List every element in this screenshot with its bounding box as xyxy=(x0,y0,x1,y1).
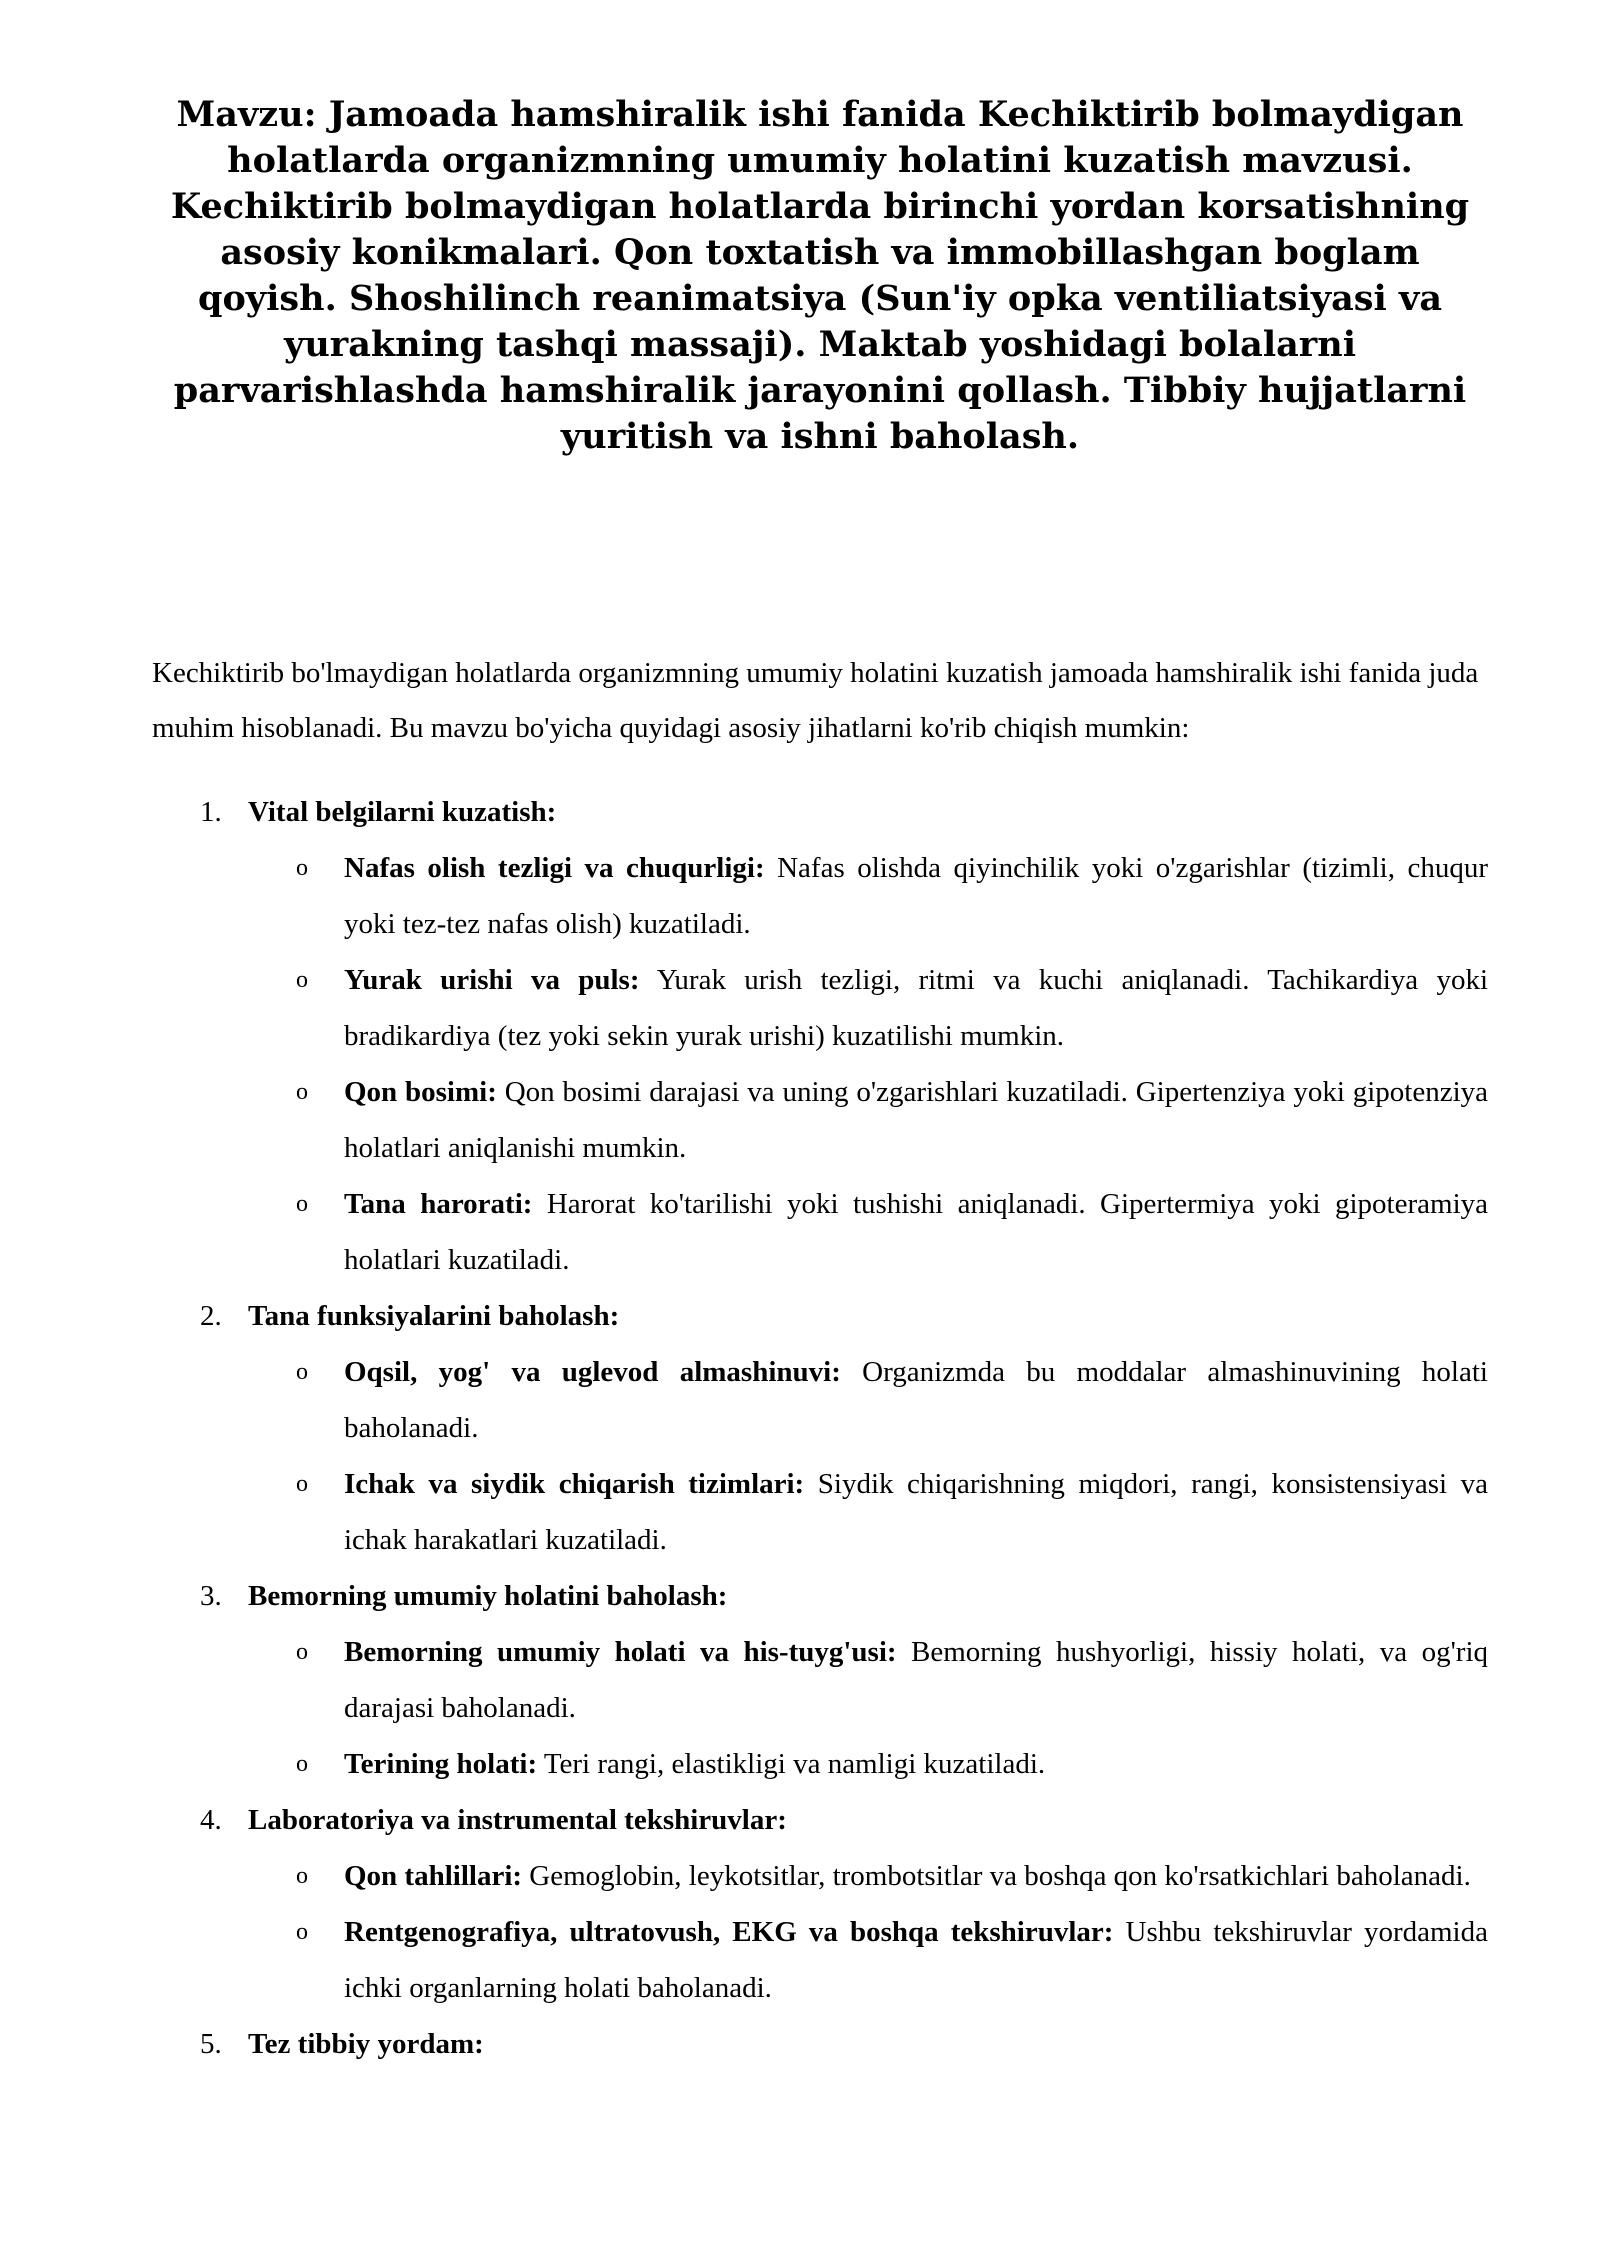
item-text: Gemoglobin, leykotsitlar, trombotsitlar va boshqa qon ko'rsatkichlari baholanadi. xyxy=(522,1860,1471,1892)
intro-paragraph: Kechiktirib bo'lmaydigan holatlarda organizmning umumiy holatini kuzatish jamoada hamshiralik ishi fanida juda muhim hisoblanadi. Bu mavzu bo'yicha quyidagi asosiy jihatlarni ko'rib chiqish mumkin: xyxy=(152,657,1479,744)
section-item xyxy=(152,784,1488,1288)
item-text: Yurak urish tezligi, ritmi va kuchi aniqlanadi. Tachikardiya yoki bradikardiya (tez yoki sekin yurak urishi) kuzatilishi mumkin. xyxy=(344,964,1488,1052)
list-item xyxy=(248,952,1488,1064)
sub-item-list xyxy=(248,1848,1488,2016)
bullet-icon: o xyxy=(296,1639,308,1665)
item-text: Bemorning hushyorligi, hissiy holati, va og'riq darajasi baholanadi. xyxy=(344,1636,1489,1724)
item-label: Oqsil, yog' va uglevod almashinuvi: xyxy=(344,1356,841,1388)
section-number: 1. xyxy=(200,796,222,828)
document-title: Mavzu: Jamoada hamshiralik ishi fanida Kechiktirib bolmaydigan holatlarda organizmning umumiy holatini kuzatish mavzusi. Kechiktirib bolmaydigan holatlarda birinchi yordan korsatishning asosiy konikmalari. Qon toxtatish va immobillashgan boglam qoyish. Shoshilinch reanimatsiya (Sun'iy opka ventiliatsiyasi va yurakning tashqi massaji). Maktab yoshidagi bolalarni parvarishlashda hamshiralik jarayonini qollash. Tibbiy hujjatlarni yuritish va ishni baholash. xyxy=(170,94,1470,457)
bullet-icon: o xyxy=(296,1079,308,1105)
section-title: Tez tibbiy yordam: xyxy=(248,2028,484,2060)
list-item xyxy=(248,1064,1488,1176)
bullet-icon: o xyxy=(296,1919,308,1945)
item-label: Yurak urishi va puls: xyxy=(344,964,640,996)
list-item xyxy=(248,840,1488,952)
section-title: Tana funksiyalarini baholash: xyxy=(248,1300,620,1332)
bullet-icon: o xyxy=(296,855,308,881)
numbered-section-list xyxy=(152,784,1488,2072)
item-label: Terining holati: xyxy=(344,1748,538,1780)
bullet-icon: o xyxy=(296,1359,308,1385)
section-number: 4. xyxy=(200,1804,222,1836)
item-text: Qon bosimi darajasi va uning o'zgarishlari kuzatiladi. Gipertenziya yoki gipotenziya holatlari aniqlanishi mumkin. xyxy=(344,1076,1489,1164)
item-text: Teri rangi, elastikligi va namligi kuzatiladi. xyxy=(537,1748,1046,1780)
list-item xyxy=(248,1624,1488,1736)
section-title: Vital belgilarni kuzatish: xyxy=(248,796,557,828)
sub-item-list xyxy=(248,1344,1488,1568)
list-item xyxy=(248,1176,1488,1288)
item-text: Organizmda bu moddalar almashinuvining holati baholanadi. xyxy=(344,1356,1488,1444)
item-text: Siydik chiqarishning miqdori, rangi, konsistensiyasi va ichak harakatlari kuzatiladi. xyxy=(344,1468,1488,1556)
list-item xyxy=(248,1456,1488,1568)
list-item xyxy=(248,1344,1488,1456)
item-label: Bemorning umumiy holati va his-tuyg'usi: xyxy=(344,1636,897,1668)
section-title: Bemorning umumiy holatini baholash: xyxy=(248,1580,728,1612)
item-label: Rentgenografiya, ultratovush, EKG va boshqa tekshiruvlar: xyxy=(344,1916,1114,1948)
item-text: Harorat ko'tarilishi yoki tushishi aniqlanadi. Gipertermiya yoki gipoteramiya holatlari kuzatiladi. xyxy=(344,1188,1488,1276)
item-text: Nafas olishda qiyinchilik yoki o'zgarishlar (tizimli, chuqur yoki tez-tez nafas olish) kuzatiladi. xyxy=(344,852,1488,940)
section-number: 3. xyxy=(200,1580,222,1612)
bullet-icon: o xyxy=(296,1751,308,1777)
bullet-icon: o xyxy=(296,967,308,993)
item-text: Ushbu tekshiruvlar yordamida ichki organlarning holati baholanadi. xyxy=(344,1916,1488,2004)
list-item xyxy=(248,1736,1488,1792)
section-item xyxy=(152,1792,1488,2016)
section-item xyxy=(152,1568,1488,1792)
bullet-icon: o xyxy=(296,1863,308,1889)
section-number: 2. xyxy=(200,1300,222,1332)
section-item xyxy=(152,2016,1488,2072)
item-label: Qon bosimi: xyxy=(344,1076,497,1108)
sub-item-list xyxy=(248,840,1488,1288)
list-item xyxy=(248,1848,1488,1904)
bullet-icon: o xyxy=(296,1191,308,1217)
section-item xyxy=(152,1288,1488,1568)
item-label: Qon tahlillari: xyxy=(344,1860,523,1892)
sub-item-list xyxy=(248,1624,1488,1792)
section-title: Laboratoriya va instrumental tekshiruvlar: xyxy=(248,1804,787,1836)
section-number: 5. xyxy=(200,2028,222,2060)
item-label: Tana harorati: xyxy=(344,1188,533,1220)
item-label: Nafas olish tezligi va chuqurligi: xyxy=(344,852,765,884)
bullet-icon: o xyxy=(296,1471,308,1497)
item-label: Ichak va siydik chiqarish tizimlari: xyxy=(344,1468,805,1500)
list-item xyxy=(248,1904,1488,2016)
